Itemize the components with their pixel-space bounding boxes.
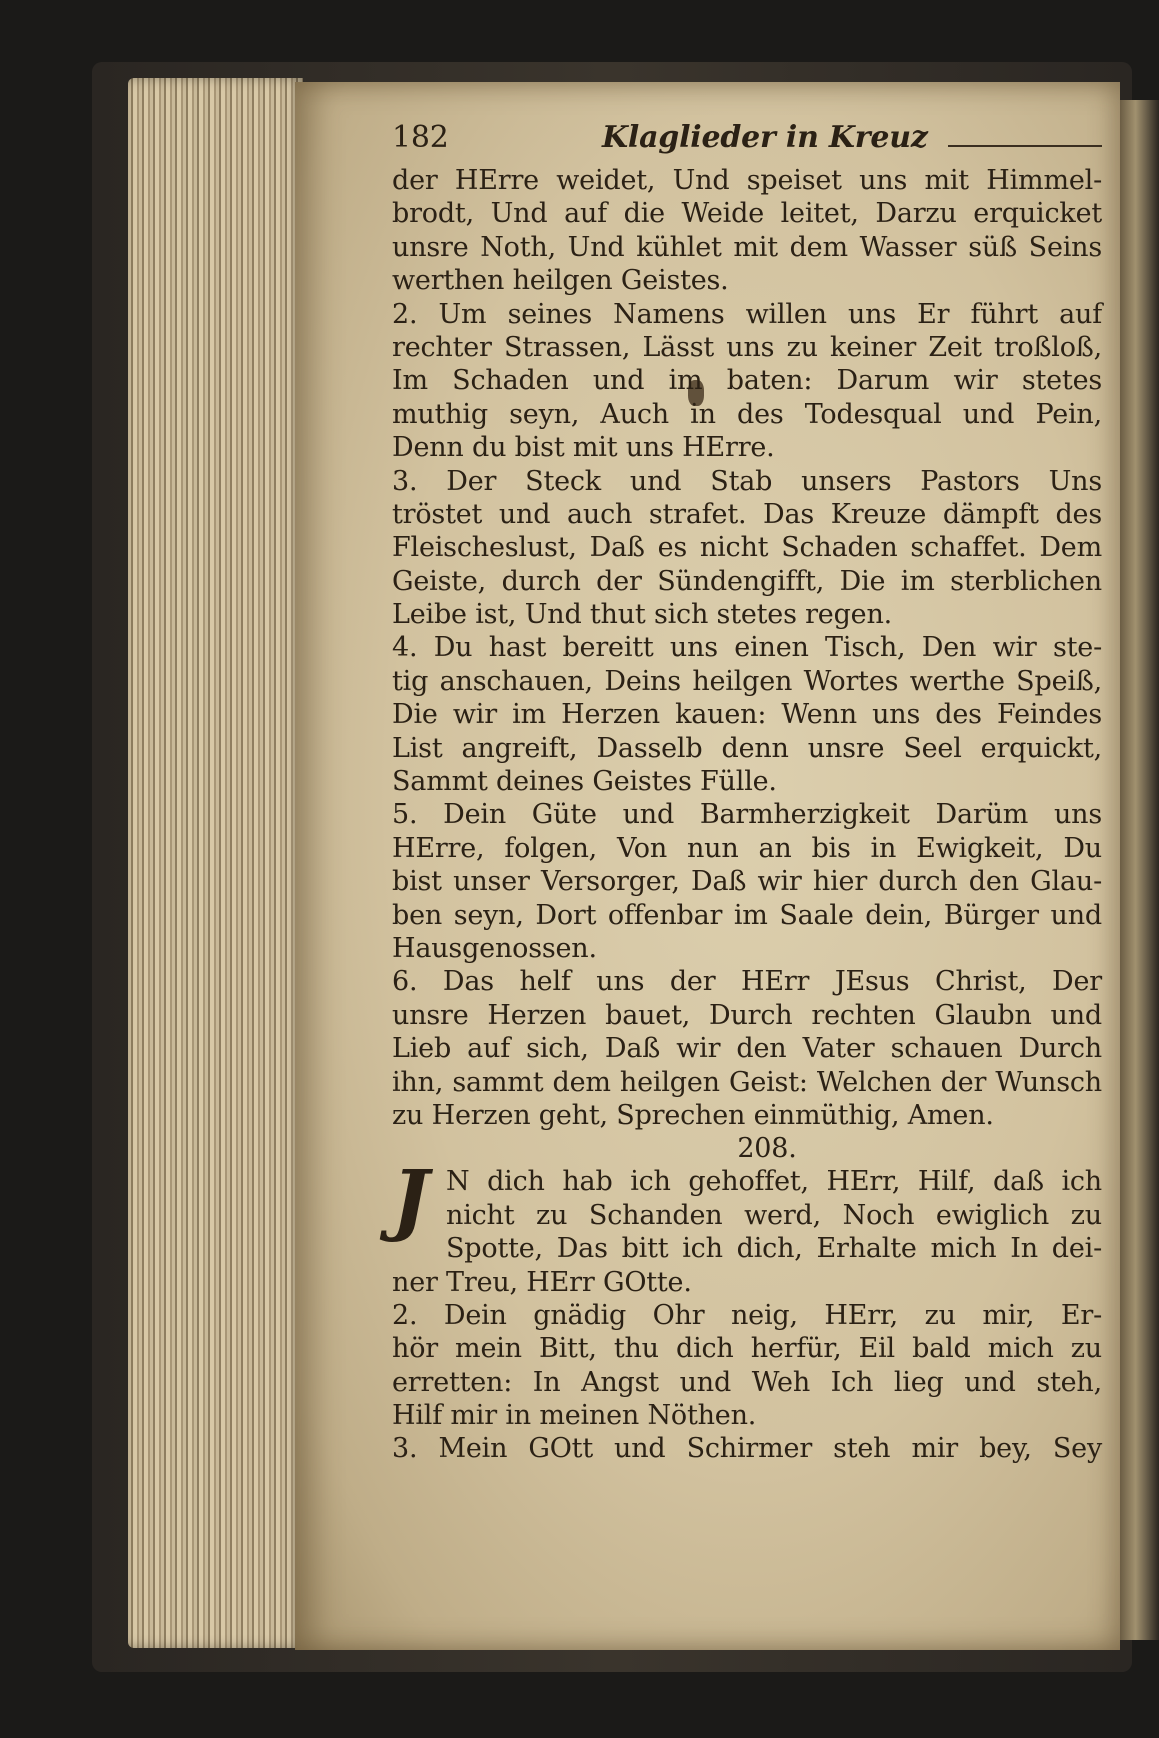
text-line: Hilf mir in meinen Nöthen. (392, 1400, 757, 1432)
drop-capital: J (392, 1154, 429, 1246)
text-line: tig anschauen, Deins heilgen Wortes werthe Speiß, (392, 665, 1102, 697)
text-line: Die wir im Herzen kauen: Wenn uns des Feindes (392, 699, 1102, 731)
text-line: ner Treu, HErr GOtte. (392, 1266, 692, 1298)
text-line: Hausgenossen. (392, 932, 597, 964)
text-line: List angreift, Dasselb denn unsre Seel erquickt, (392, 732, 1102, 764)
text-line: 3. Mein GOtt und Schirmer steh mir bey, Sey (392, 1433, 1102, 1465)
hymn-208-text (392, 1266, 1102, 1466)
text-line: Sammt deines Geistes Fülle. (392, 766, 777, 798)
text-line: Denn du bist mit uns HErre. (392, 432, 775, 464)
opening-lines (446, 1165, 1102, 1265)
text-line: tröstet und auch strafet. Das Kreuze dämpft des (392, 498, 1102, 530)
text-line: Geiste, durch der Sündengifft, Die im sterblichen (392, 565, 1102, 597)
text-line: erretten: In Angst und Weh Ich lieg und steh, (392, 1366, 1102, 1398)
text-line: hör mein Bitt, thu dich herfür, Eil bald mich zu (392, 1333, 1102, 1365)
text-line: Im Schaden und im baten: Darum wir stetes (392, 365, 1102, 397)
text-line: nicht zu Schanden werd, Noch ewiglich zu (446, 1199, 1102, 1231)
text-line: bist unser Versorger, Daß wir hier durch den Glau- (392, 866, 1102, 898)
text-line: Spotte, Das bitt ich dich, Erhalte mich In dei- (446, 1233, 1102, 1265)
header-rule (948, 145, 1102, 147)
page-number: 182 (392, 120, 449, 155)
text-line: N dich hab ich gehoffet, HErr, Hilf, daß ich (446, 1166, 1102, 1198)
text-line: der HErre weidet, Und speiset uns mit Himmel- (392, 165, 1102, 196)
hymn-208-opening (392, 1154, 1102, 1265)
text-line: ben seyn, Dort offenbar im Saale dein, Bürger und (392, 899, 1102, 931)
text-line: 2. Dein gnädig Ohr neig, HErr, zu mir, Er- (392, 1299, 1102, 1331)
text-line: 4. Du hast bereitt uns einen Tisch, Den wir ste- (392, 632, 1102, 664)
text-line: Leibe ist, Und thut sich stetes regen. (392, 599, 893, 631)
text-line: zu Herzen geht, Sprechen einmüthig, Amen. (392, 1099, 994, 1131)
text-line: rechter Strassen, Lässt uns zu keiner Zeit troßloß, (392, 331, 1102, 363)
text-line: 5. Dein Güte und Barmherzigkeit Darüm uns (392, 799, 1102, 831)
running-title: Klaglieder in Kreuz (602, 120, 928, 155)
text-line: muthig seyn, Auch in des Todesqual und Pein, (392, 398, 1102, 430)
text-line: HErre, folgen, Von nun an bis in Ewigkeit, Du (392, 832, 1102, 864)
facing-page-edge (1120, 100, 1159, 1640)
hymn-number: 208. (737, 1133, 797, 1165)
hymn-207-text (392, 164, 1102, 1132)
running-header (392, 120, 1102, 160)
page-text (392, 120, 1102, 1466)
text-line: werthen heilgen Geistes. (392, 265, 729, 297)
page-edges (128, 78, 303, 1648)
text-line: unsre Herzen bauet, Durch rechten Glaubn und (392, 999, 1102, 1031)
text-line: 6. Das helf uns der HErr JEsus Christ, Der (392, 966, 1102, 998)
text-line: brodt, Und auf die Weide leitet, Darzu erquicket (392, 198, 1102, 230)
text-line: unsre Noth, Und kühlet mit dem Wasser süß Seins (392, 231, 1102, 263)
text-line: ihn, sammt dem heilgen Geist: Welchen der Wunsch (392, 1066, 1102, 1098)
text-line: 2. Um seines Namens willen uns Er führt auf (392, 298, 1102, 330)
text-line: Fleischeslust, Daß es nicht Schaden schaffet. Dem (392, 532, 1102, 564)
text-line: 3. Der Steck und Stab unsers Pastors Uns (392, 465, 1102, 497)
text-line: Lieb auf sich, Daß wir den Vater schauen Durch (392, 1033, 1102, 1065)
